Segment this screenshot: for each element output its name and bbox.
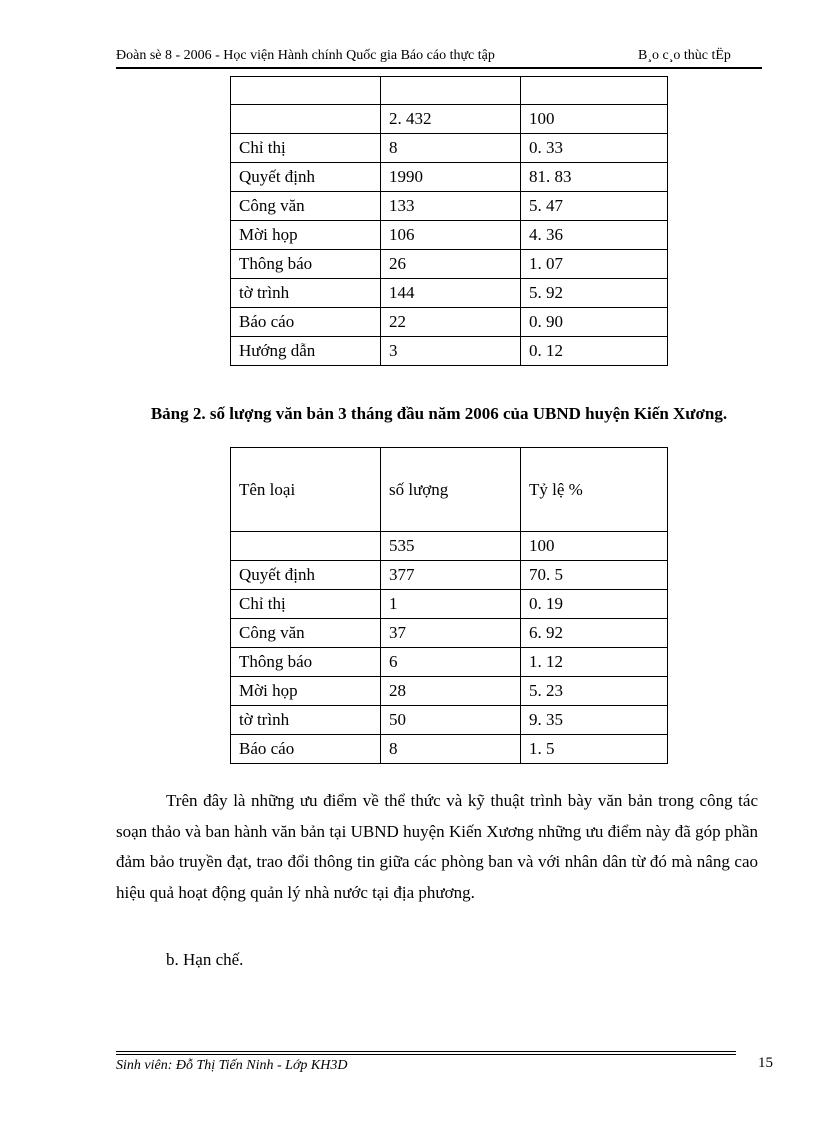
table-row	[231, 648, 668, 677]
cell-type	[231, 532, 381, 561]
cell-type	[231, 105, 381, 134]
cell-percent: 81. 83	[521, 163, 668, 192]
cell-type: Chỉ thị	[231, 590, 381, 619]
cell-type: tờ trình	[231, 706, 381, 735]
table-row	[231, 279, 668, 308]
table-row	[231, 192, 668, 221]
cell-count: 1990	[381, 163, 521, 192]
cell-count: 535	[381, 532, 521, 561]
table-row	[231, 561, 668, 590]
table-row	[231, 221, 668, 250]
cell-type: Chỉ thị	[231, 134, 381, 163]
table-document-counts-2005	[230, 76, 668, 366]
cell-percent: 1. 5	[521, 735, 668, 764]
footer-divider	[116, 1051, 736, 1052]
cell-type: Thông báo	[231, 250, 381, 279]
cell-percent: 70. 5	[521, 561, 668, 590]
cell-percent: 9. 35	[521, 706, 668, 735]
table-row	[231, 706, 668, 735]
cell-count: 26	[381, 250, 521, 279]
cell-percent: 0. 33	[521, 134, 668, 163]
cell-count: 1	[381, 590, 521, 619]
cell-count: 377	[381, 561, 521, 590]
cell-type: Mời họp	[231, 221, 381, 250]
table-row	[231, 163, 668, 192]
table2-caption: Bảng 2. số lượng văn bản 3 tháng đầu năm 2006 của UBND huyện Kiến Xương.	[150, 404, 728, 423]
cell-type	[231, 77, 381, 105]
cell-type: Báo cáo	[231, 308, 381, 337]
cell-percent: 100	[521, 532, 668, 561]
cell-percent: 5. 23	[521, 677, 668, 706]
cell-count: 8	[381, 735, 521, 764]
column-header-type: Tên loại	[231, 448, 381, 532]
cell-percent: 5. 47	[521, 192, 668, 221]
cell-count: 22	[381, 308, 521, 337]
cell-percent: 1. 07	[521, 250, 668, 279]
cell-percent: 1. 12	[521, 648, 668, 677]
cell-count: 133	[381, 192, 521, 221]
table-row	[231, 337, 668, 366]
table-row	[231, 619, 668, 648]
table-row	[231, 532, 668, 561]
cell-percent: 5. 92	[521, 279, 668, 308]
footer-student-info: Sinh viên: Đỗ Thị Tiến Ninh - Lớp KH3D	[116, 1058, 348, 1073]
cell-type: Báo cáo	[231, 735, 381, 764]
cell-type: Mời họp	[231, 677, 381, 706]
column-header-percent: Tỷ lệ %	[521, 448, 668, 532]
cell-percent: 6. 92	[521, 619, 668, 648]
cell-count: 144	[381, 279, 521, 308]
cell-count: 8	[381, 134, 521, 163]
cell-type: Hướng dẫn	[231, 337, 381, 366]
body-paragraph: Trên đây là những ưu điểm về thể thức và kỹ thuật trình bày văn bản trong công tác soạn thảo và ban hành văn bản tại UBND huyện Kiến Xương những ưu điểm này đã góp phần đảm bảo truyền đạt, trao đổi thông tin giữa các phòng ban và với nhân dân từ đó mà nâng cao hiệu quả hoạt động quản lý nhà nước tại địa phương.	[116, 791, 758, 902]
header-divider	[116, 67, 762, 69]
cell-type: Quyết định	[231, 561, 381, 590]
table-row	[231, 677, 668, 706]
cell-percent: 0. 90	[521, 308, 668, 337]
cell-type: Công văn	[231, 619, 381, 648]
cell-count: 28	[381, 677, 521, 706]
table-row	[231, 105, 668, 134]
column-header-count: số lượng	[381, 448, 521, 532]
cell-count: 37	[381, 619, 521, 648]
cell-type: tờ trình	[231, 279, 381, 308]
cell-type: Quyết định	[231, 163, 381, 192]
cell-count: 3	[381, 337, 521, 366]
table-row	[231, 250, 668, 279]
table-row	[231, 134, 668, 163]
cell-count: 50	[381, 706, 521, 735]
page-header-title: Đoàn sè 8 - 2006 - Học viện Hành chính Quốc gia Báo cáo thực tập	[116, 48, 495, 63]
table-document-counts-2006	[230, 447, 668, 764]
table-header-row	[231, 448, 668, 532]
table-row	[231, 590, 668, 619]
cell-type: Công văn	[231, 192, 381, 221]
table-row	[231, 735, 668, 764]
cell-percent	[521, 77, 668, 105]
footer-divider-double	[116, 1054, 736, 1055]
section-subheading: b. Hạn chế.	[166, 950, 244, 969]
cell-count: 6	[381, 648, 521, 677]
table-row	[231, 308, 668, 337]
cell-percent: 100	[521, 105, 668, 134]
cell-percent: 4. 36	[521, 221, 668, 250]
page-number: 15	[758, 1055, 773, 1071]
cell-count: 2. 432	[381, 105, 521, 134]
cell-percent: 0. 12	[521, 337, 668, 366]
page-header-label: B¸o c¸o thùc tËp	[638, 48, 731, 63]
table-row	[231, 77, 668, 105]
cell-type: Thông báo	[231, 648, 381, 677]
cell-count	[381, 77, 521, 105]
cell-percent: 0. 19	[521, 590, 668, 619]
cell-count: 106	[381, 221, 521, 250]
